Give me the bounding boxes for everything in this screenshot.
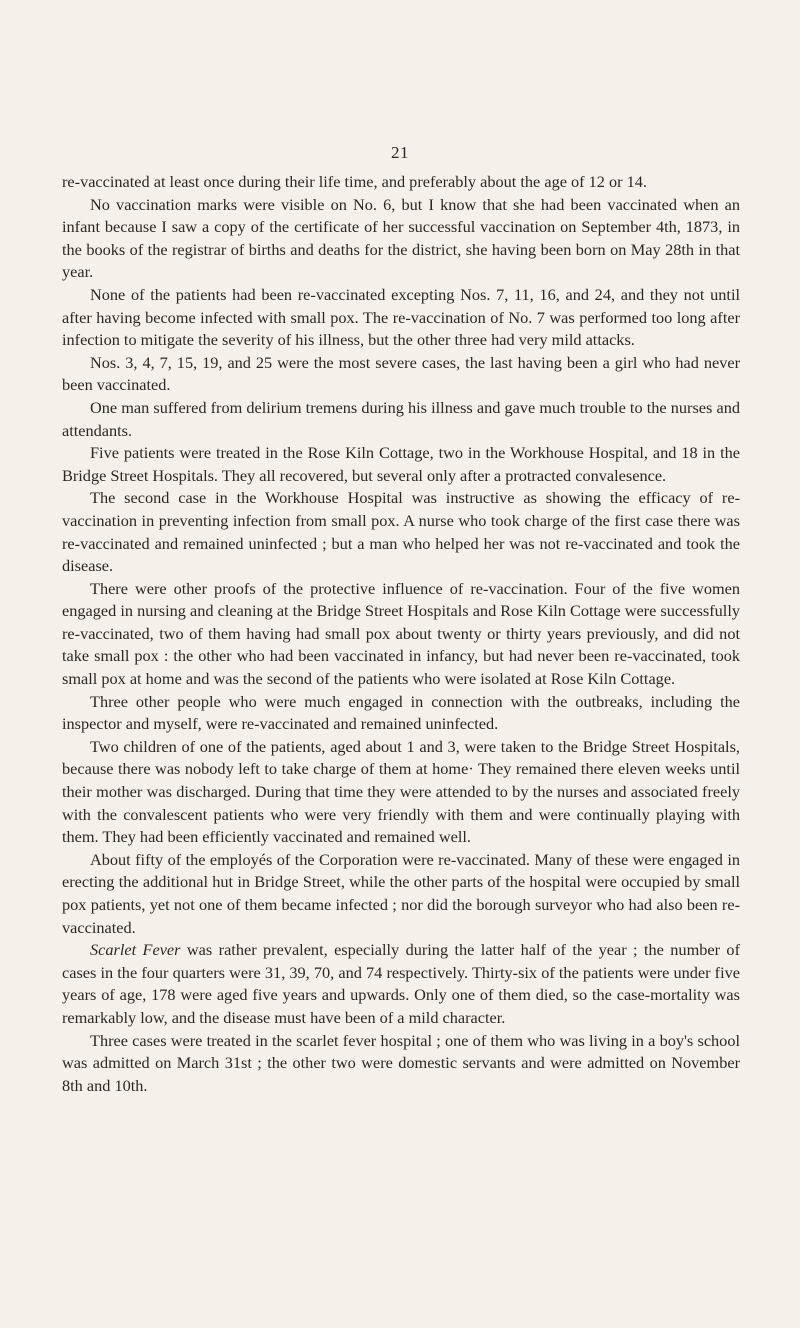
- paragraph: Five patients were treated in the Rose Kiln Cottage, two in the Workhouse Hospital, and 18 in the Bridge Street Hospitals. They all recovered, but several only after a protracted convalesence.: [62, 443, 740, 485]
- paragraph: Three other people who were much engaged in connection with the outbreaks, including the inspector and myself, were re-vaccinated and remained uninfected.: [62, 691, 740, 734]
- paragraph: No vaccination marks were visible on No. 6, but I know that she had been vaccinated when an infant because I saw a copy of the certificate of her successful vaccination on September 4th, 1873, in the books of the registrar of births and deaths for the district, she having been born on May 28th in that year.: [62, 194, 740, 282]
- paragraph: re-vaccinated at least once during their life time, and preferably about the age of 12 or 14.: [62, 172, 647, 191]
- paragraph: One man suffered from delirium tremens during his illness and gave much trouble to the nurses and attendants.: [62, 397, 740, 440]
- paragraph-lead-heading: Scarlet Fever: [90, 940, 181, 960]
- paragraph: Three cases were treated in the scarlet fever hospital ; one of them who was living in a boy's school was admitted on March 31st ; the other two were domestic servants and were admitted on November 8th and 10th.: [62, 1030, 740, 1095]
- paragraph: There were other proofs of the protective influence of re-vaccination. Four of the five women engaged in nursing and cleaning at the Bridge Street Hospitals and Rose Kiln Cottage were successfully re-vaccinated, two of them having had small pox about twenty or thirty years previously, and did not take small pox : the other who had been vaccinated in infancy, but had never been re-vaccinated, took small pox at home and was the second of the patients who were isolated at Rose Kiln Cottage.: [62, 578, 740, 689]
- body-text: [62, 171, 740, 1097]
- paragraph: Nos. 3, 4, 7, 15, 19, and 25 were the most severe cases, the last having been a girl who had never been vaccinated.: [62, 352, 740, 395]
- page-number: 21: [391, 143, 409, 162]
- paragraph: None of the patients had been re-vaccinated excepting Nos. 7, 11, 16, and 24, and they not until after having become infected with small pox. The re-vaccination of No. 7 was performed too long after infection to mitigate the severity of his illness, but the other three had very mild attacks.: [62, 284, 740, 350]
- paragraph: The second case in the Workhouse Hospital was instructive as showing the efficacy of re-vaccination in preventing infection from small pox. A nurse who took charge of the first case there was re-vaccinated and remained uninfected ; but a man who helped her was not re-vaccinated and took the disease.: [62, 488, 740, 576]
- paragraph-scarlet-fever: [62, 939, 740, 1029]
- paragraph: About fifty of the employés of the Corporation were re-vaccinated. Many of these were engaged in erecting the additional hut in Bridge Street, while the other parts of the hospital were occupied by small pox patients, yet not one of them became infected ; nor did the borough surveyor who had also been re-vaccinated.: [62, 849, 740, 937]
- paragraph: Two children of one of the patients, aged about 1 and 3, were taken to the Bridge Street Hospitals, because there was nobody left to take charge of them at home· They remained there eleven weeks until their mother was discharged. During that time they were attended to by the nurses and associated freely with the convalescent patients who were very friendly with them and were continually playing with them. They had been efficiently vaccinated and remained well.: [62, 736, 740, 847]
- paragraph-body: was rather prevalent, especially during the latter half of the year ; the number of cases in the four quarters were 31, 39, 70, and 74 respectively. Thirty-six of the patients were under five years of age, 178 were aged five years and upwards. Only one of them died, so the case-mortality was remarkably low, and the disease must have been of a mild character.: [62, 940, 740, 1027]
